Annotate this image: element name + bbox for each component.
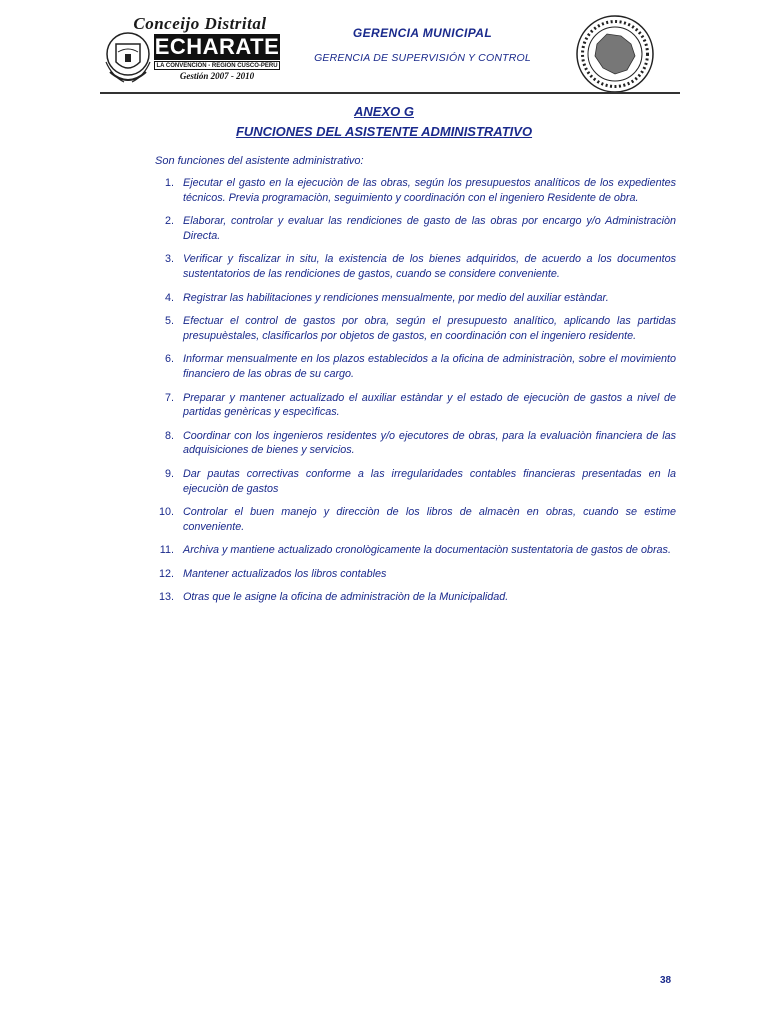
item-text: Controlar el buen manejo y direcciòn de los libros de almacèn en obras, cuando se estime conveniente. [183, 506, 676, 533]
item-text: Dar pautas correctivas conforme a las irregularidades contables financieras presentadas en la ejecuciòn de gastos [183, 467, 676, 495]
municipality-logo [100, 14, 290, 84]
list-item [150, 214, 676, 243]
item-text: Efectuar el control de gastos por obra, según el presupuesto analítico, aplicando las partidas presupuèstales, clasificarlos por objetos de gastos, en coordinación con el ingeniero residente. [183, 315, 676, 342]
item-text: Ejecutar el gasto en la ejecuciòn de las obras, según los presupuestos analíticos de los expedientes técnicos. Previa programaciòn, seguimiento y coordinación con el ingeniero Residente de obra. [183, 177, 676, 204]
coat-of-arms-icon [104, 32, 152, 90]
item-number: 5. [164, 315, 174, 328]
header-line-1: GERENCIA MUNICIPAL [352, 26, 493, 40]
item-text: Elaborar, controlar y evaluar las rendiciones de gasto de las obras por encargo y/o Administraciòn Directa. [183, 215, 676, 242]
list-item [150, 590, 676, 605]
item-number: 7. [164, 391, 174, 404]
list-item [150, 391, 676, 420]
page-number: 38 [660, 975, 672, 986]
item-text: Otras que le asigne la oficina de administraciòn de la Municipalidad. [183, 591, 509, 604]
list-item [150, 467, 676, 496]
item-number: 12. [158, 567, 174, 580]
item-text: Archiva y mantiene actualizado cronològicamente la documentaciòn sustentatoria de gastos de obras. [183, 544, 671, 557]
item-number: 11. [159, 544, 174, 557]
list-item [150, 314, 676, 343]
intro-text: Son funciones del asistente administrativo: [155, 155, 364, 167]
annex-subtitle: FUNCIONES DEL ASISTENTE ADMINISTRATIVO [235, 124, 533, 139]
logo-name: ECHARATE [154, 34, 280, 59]
logo-gestion: Gestión 2007 - 2010 [179, 71, 255, 81]
list-item [150, 291, 676, 306]
list-item [150, 543, 676, 558]
header-line-2: GERENCIA DE SUPERVISIÓN Y CONTROL [314, 52, 531, 64]
list-item [150, 505, 676, 534]
item-text: Preparar y mantener actualizado el auxiliar estàndar y el estado de ejecuciòn de gastos a nivel de partidas genèricas y especìficas. [183, 391, 676, 419]
item-number: 8. [164, 429, 174, 442]
item-number: 13. [158, 591, 174, 604]
item-text: Verificar y fiscalizar in situ, la existencia de los bienes adquiridos, de acuerdo a los documentos sustentatorios de las rendiciones de gastos, cuando se considere conveniente. [183, 253, 676, 280]
annex-title: ANEXO G [354, 104, 414, 119]
functions-list [150, 176, 676, 614]
list-item [150, 352, 676, 381]
item-text: Mantener actualizados los libros contables [183, 567, 387, 580]
item-text: Informar mensualmente en los plazos establecidos a la oficina de administraciòn, sobre el movimiento financiero de las obras de su cargo. [183, 353, 676, 380]
item-number: 6. [164, 353, 174, 366]
item-number: 1. [164, 177, 174, 189]
item-text: Registrar las habilitaciones y rendiciones mensualmente, por medio del auxiliar estàndar. [183, 291, 609, 304]
list-item [150, 429, 676, 458]
list-item [150, 176, 676, 205]
supervision-seal-icon [575, 14, 655, 94]
header-titles [295, 26, 550, 64]
item-number: 4. [164, 291, 174, 304]
item-number: 3. [164, 253, 174, 266]
item-number: 9. [164, 467, 174, 480]
list-item [150, 567, 676, 582]
list-item [150, 252, 676, 281]
item-number: 2. [164, 215, 174, 228]
logo-region: LA CONVENCION - REGION CUSCO-PERU [154, 61, 280, 70]
header-divider [100, 92, 680, 94]
logo-title: Conceijo Distrital [133, 14, 267, 33]
item-number: 10. [158, 506, 174, 519]
page-header [100, 14, 680, 94]
item-text: Coordinar con los ingenieros residentes y/o ejecutores de obras, para la evaluaciòn financiera de las adquisiciones de bienes y servicios. [183, 429, 676, 457]
